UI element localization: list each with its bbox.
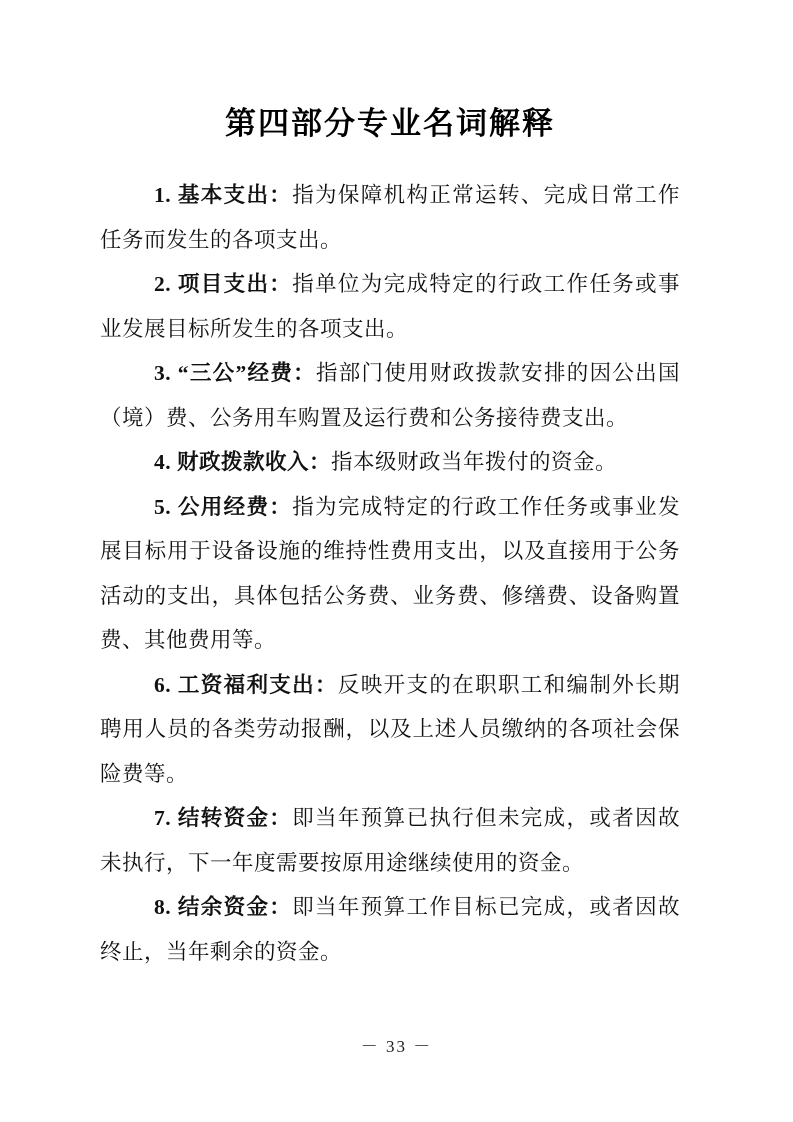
term-definition: 指单位为完成特定的行政工作任务或事业发展目标所发生的各项支出。 xyxy=(100,272,680,341)
term-definition: 指为完成特定的行政工作任务或事业发展目标用于设备设施的维持性费用支出，以及直接用于公务活动的支出，具体包括公务费、业务费、修缮费、设备购置费、其他费用等。 xyxy=(100,494,680,652)
term-label: 2. 项目支出： xyxy=(154,272,293,296)
term-label: 1. 基本支出： xyxy=(154,183,293,207)
document-body xyxy=(100,102,680,974)
term-label: 3. “三公”经费： xyxy=(154,361,316,385)
term-paragraph xyxy=(100,485,680,663)
term-label: 6. 工资福利支出： xyxy=(154,672,338,697)
term-paragraph xyxy=(100,351,680,440)
term-paragraph xyxy=(100,885,680,974)
term-definition: 反映开支的在职职工和编制外长期聘用人员的各类劳动报酬，以及上述人员缴纳的各项社会保险费等。 xyxy=(100,672,680,786)
term-definition: 即当年预算工作目标已完成，或者因故终止，当年剩余的资金。 xyxy=(100,895,680,964)
term-definition: 指部门使用财政拨款安排的因公出国（境）费、公务用车购置及运行费和公务接待费支出。 xyxy=(100,361,680,430)
term-label: 5. 公用经费： xyxy=(154,494,293,519)
term-paragraph xyxy=(100,262,680,351)
page-title: 第四部分专业名词解释 xyxy=(225,106,555,141)
term-definition: 指本级财政当年拨付的资金。 xyxy=(331,450,618,474)
term-paragraph xyxy=(100,440,680,485)
term-label: 7. 结转资金： xyxy=(154,806,293,830)
term-definition: 即当年预算已执行但未完成，或者因故未执行，下一年度需要按原用途继续使用的资金。 xyxy=(100,806,680,875)
term-paragraph xyxy=(100,663,680,797)
term-paragraph xyxy=(100,796,680,885)
term-paragraph xyxy=(100,173,680,262)
term-label: 8. 结余资金： xyxy=(154,895,293,919)
term-definition: 指为保障机构正常运转、完成日常工作任务而发生的各项支出。 xyxy=(100,183,680,252)
page-number: － 33 － xyxy=(360,1037,433,1056)
term-label: 4. 财政拨款收入： xyxy=(154,450,332,474)
